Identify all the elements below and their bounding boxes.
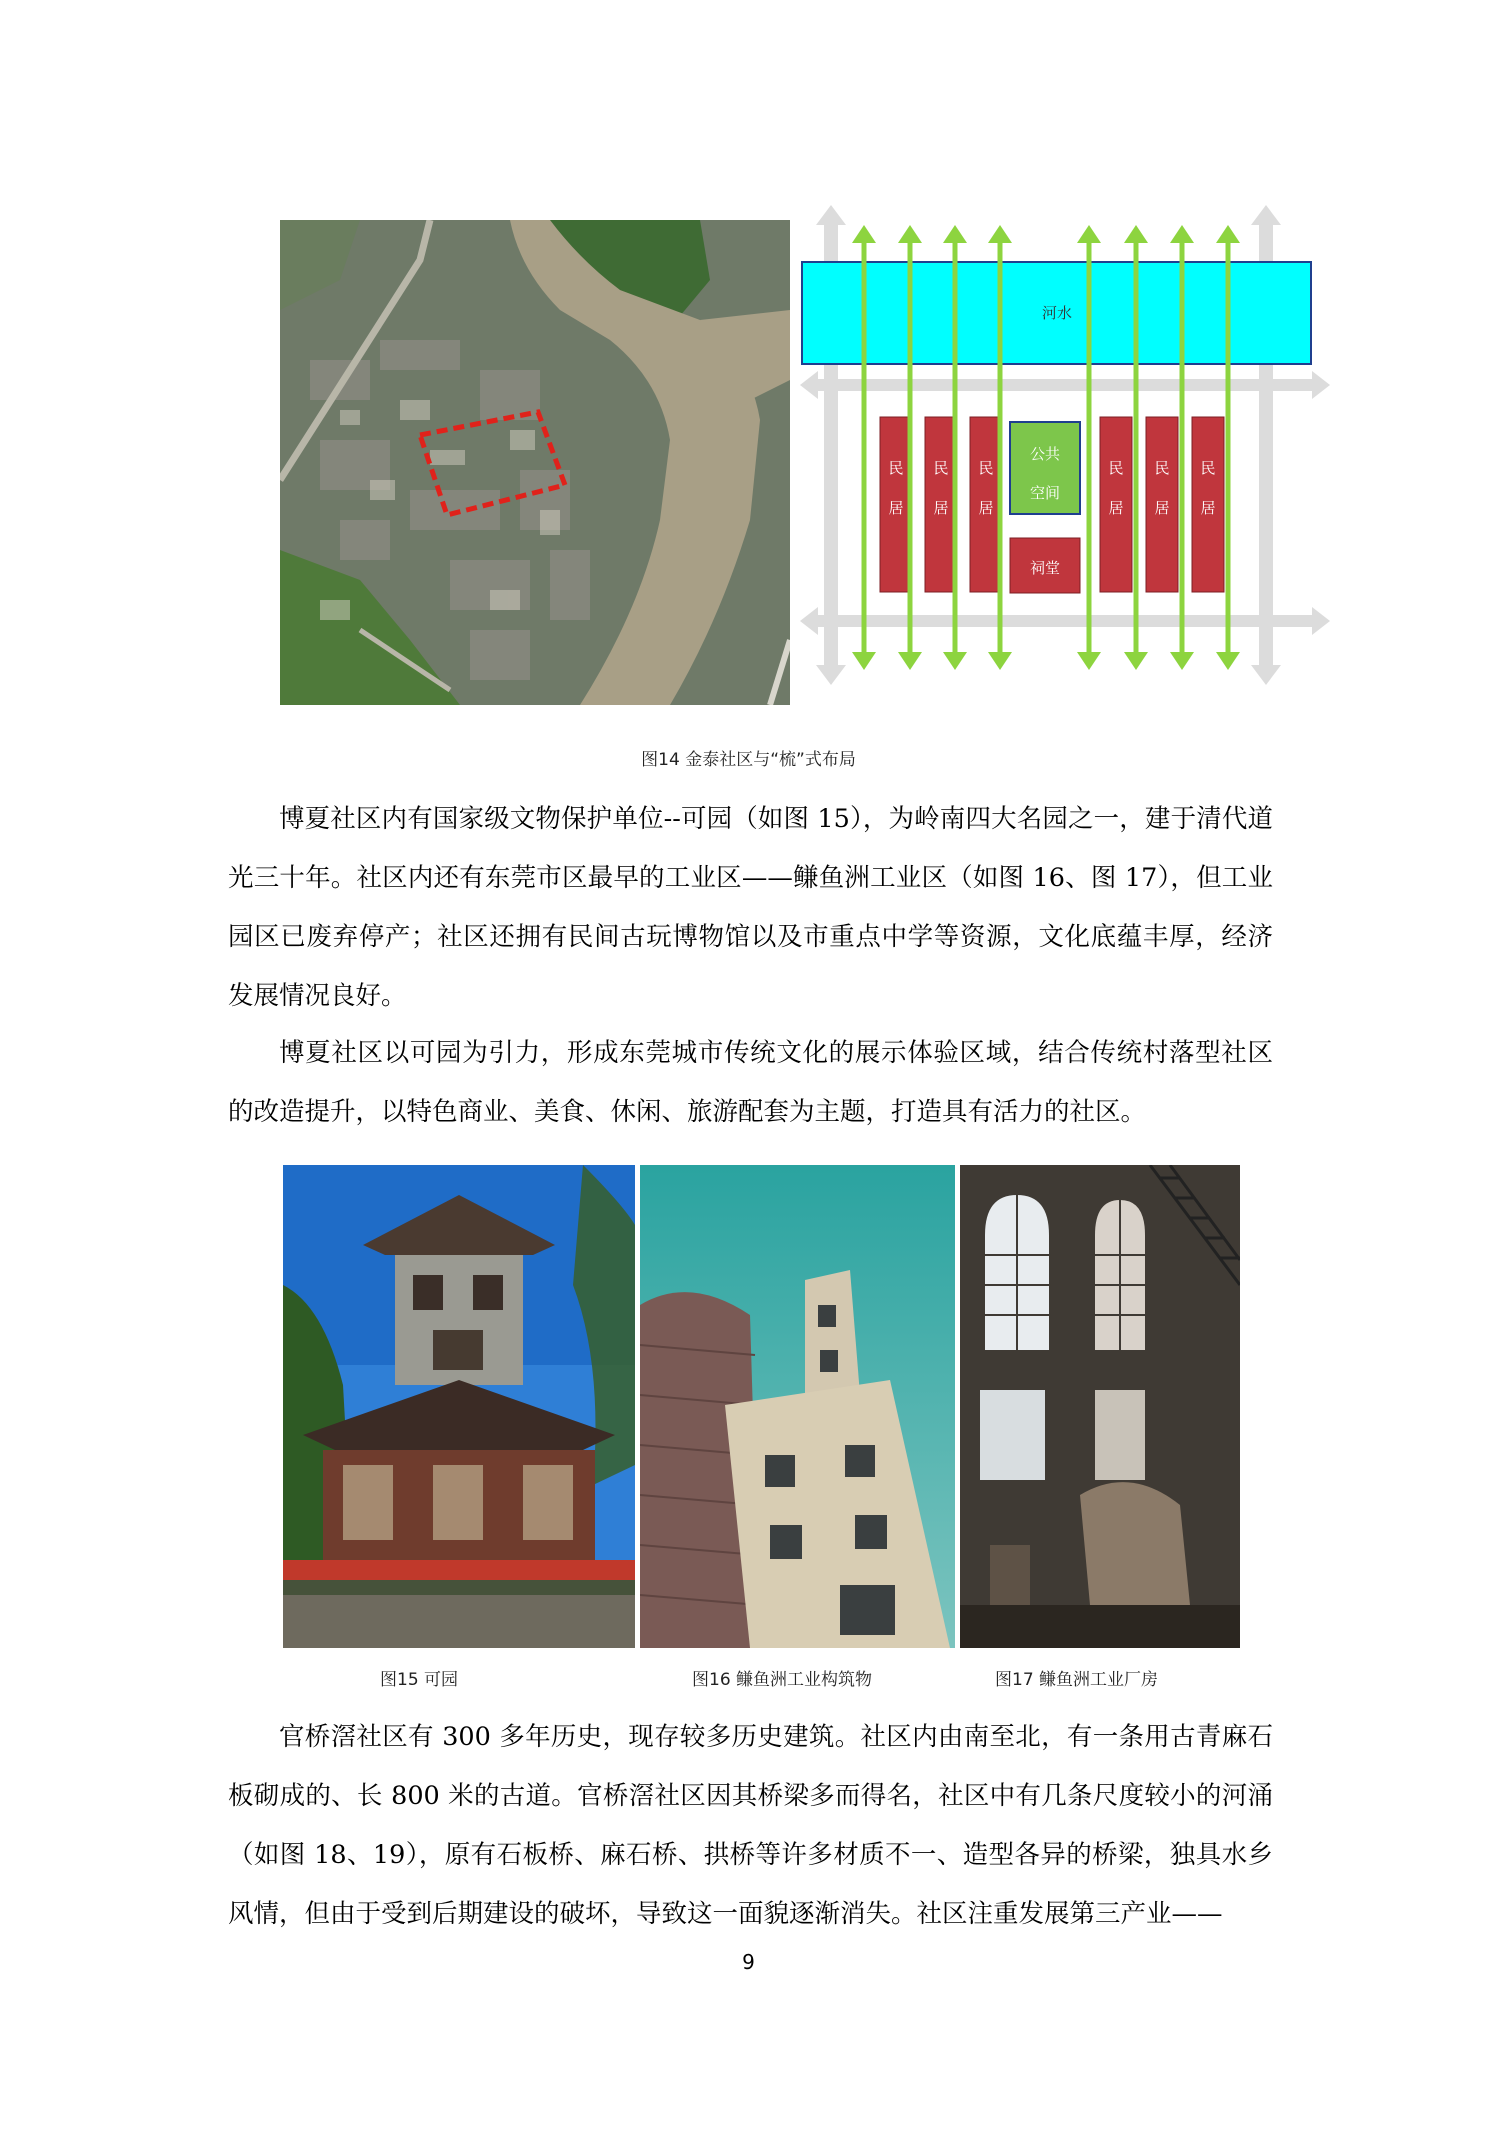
residence-label: 居 [888,499,904,517]
figure-15-caption: 图15 可园 [380,1670,459,1690]
ancestral-hall-label: 祠堂 [1029,559,1061,577]
residence-label: 民 [888,459,904,477]
comb-layout-graphic [800,205,1330,685]
residence-label: 居 [1108,499,1124,517]
satellite-map-image [280,220,790,705]
residence-label: 居 [978,499,994,517]
ke-yuan-graphic [283,1165,635,1648]
figure-16-caption: 图16 鳒鱼洲工业构筑物 [692,1670,873,1690]
industrial-factory-graphic [960,1165,1240,1648]
river-label: 河水 [1041,304,1073,322]
residence-label: 居 [1154,499,1170,517]
satellite-map-graphic [280,220,790,705]
figure-14-caption: 图14 金泰社区与“梳”式布局 [641,750,856,770]
paragraph-1: 博夏社区内有国家级文物保护单位--可园（如图 15），为岭南四大名园之一，建于清代道光三十年。社区内还有东莞市区最早的工业区——鳒鱼洲工业区（如图 16、图 17），但工业园区已废弃停产；社区还拥有民间古玩博物馆以及市重点中学等资源，文化底蕴丰厚，经济发展情况良好。 [228,804,1273,1011]
public-space-label-2: 空间 [1029,484,1061,502]
residence-label: 民 [933,459,949,477]
industrial-factory-photo [960,1165,1240,1648]
comb-layout-diagram [800,205,1330,685]
figure-17-caption: 图17 鳒鱼洲工业厂房 [995,1670,1159,1690]
residence-label: 居 [933,499,949,517]
residence-label: 民 [1154,459,1170,477]
residence-label: 民 [1200,459,1216,477]
paragraph-2: 博夏社区以可园为引力，形成东莞城市传统文化的展示体验区域，结合传统村落型社区的改造提升，以特色商业、美食、休闲、旅游配套为主题，打造具有活力的社区。 [228,1038,1273,1127]
residence-label: 民 [1108,459,1124,477]
ke-yuan-photo [283,1165,635,1648]
public-space-label-1: 公共 [1029,445,1061,463]
paragraph-3: 官桥滘社区有 300 多年历史，现存较多历史建筑。社区内由南至北，有一条用古青麻石板砌成的、长 800 米的古道。官桥滘社区因其桥梁多而得名，社区中有几条尺度较小的河涌（如图 18、19），原有石板桥、麻石桥、拱桥等许多材质不一、造型各异的桥梁，独具水乡风情，但由于受到后期建设的破坏，导致这一面貌逐渐消失。社区注重发展第三产业—— [228,1722,1273,1929]
residence-label: 民 [978,459,994,477]
industrial-structure-photo [640,1165,955,1648]
industrial-structure-graphic [640,1165,955,1648]
residence-label: 居 [1200,499,1216,517]
page-number: 9 [742,1950,755,1974]
